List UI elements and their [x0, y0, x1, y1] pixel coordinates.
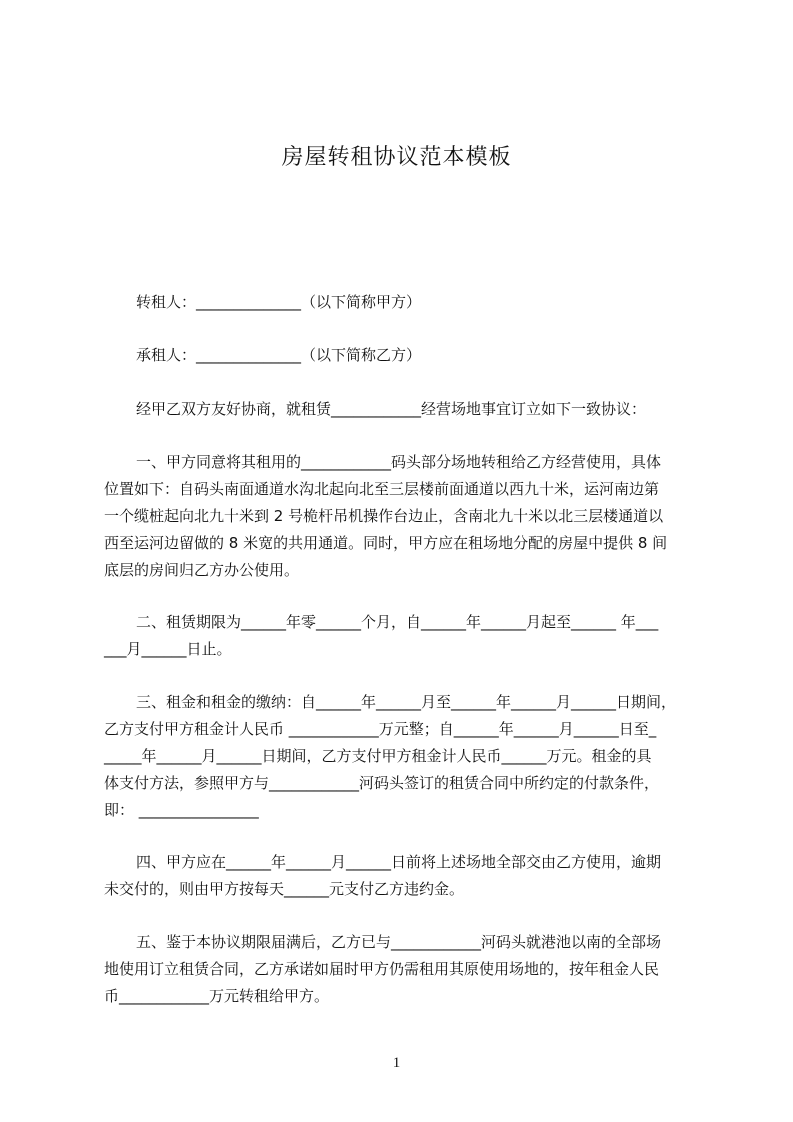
clause-4-line-2: 未交付的，则由甲方按每天______元支付乙方违约金。: [104, 880, 465, 898]
clause-1-line-5: 底层的房间归乙方办公使用。: [104, 561, 300, 579]
clause-5-line-2: 地使用订立租赁合同，乙方承诺如届时甲方仍需租用其原使用场地的，按年租金人民: [104, 960, 660, 978]
clause-2-line-1: 二、租赁期限为______年零______个月，自______年______月起至______ 年___: [136, 613, 659, 631]
clause-2-line-2: ___月______日止。: [104, 640, 232, 658]
clause-3-line-4: 体支付方法，参照甲方与____________河码头签订的租赁合同中所约定的付款条件，: [104, 774, 660, 792]
clause-1-line-2: 位置如下：自码头南面通道水沟北起向北至三层楼前面通道以西九十米，运河南边第: [104, 480, 660, 498]
clause-1-line-4: 西至运河边留做的 8 米宽的共用通道。同时，甲方应在租场地分配的房屋中提供 8 间: [104, 534, 668, 552]
clause-3-line-5: 即： ________________: [104, 801, 259, 819]
clause-preamble: 经甲乙双方友好协商，就租赁____________经营场地事宜订立如下一致协议：: [136, 400, 647, 418]
page-number: 1: [392, 1055, 401, 1071]
clause-sublessor: 转租人：______________（以下简称甲方）: [136, 293, 422, 311]
clause-5-line-1: 五、鉴于本协议期限届满后，乙方已与____________河码头就港池以南的全部场: [136, 933, 662, 951]
clause-3-line-2: 乙方支付甲方租金计人民币 ____________万元整；自______年______月______日至_: [104, 720, 657, 738]
clause-1-line-1: 一、甲方同意将其租用的____________码头部分场地转租给乙方经营使用，具体: [136, 453, 662, 471]
clause-3-line-3: _____年______月______日期间，乙方支付甲方租金计人民币______万元。租金的具: [104, 747, 652, 765]
clause-5-line-3: 币____________万元转租给甲方。: [104, 987, 330, 1005]
clause-1-line-3: 一个缆桩起向北九十米到 2 号桅杆吊机操作台边止，含南北九十米以北三层楼通道以: [104, 507, 664, 525]
document-title: 房屋转租协议范本模板: [281, 145, 512, 170]
clause-4-line-1: 四、甲方应在______年______月______日前将上述场地全部交由乙方使用，逾期: [136, 853, 662, 871]
clause-3-line-1: 三、租金和租金的缴纳：自______年______月至______年______月______日期间，: [136, 693, 677, 711]
clause-sublessee: 承租人：______________（以下简称乙方）: [136, 346, 422, 364]
